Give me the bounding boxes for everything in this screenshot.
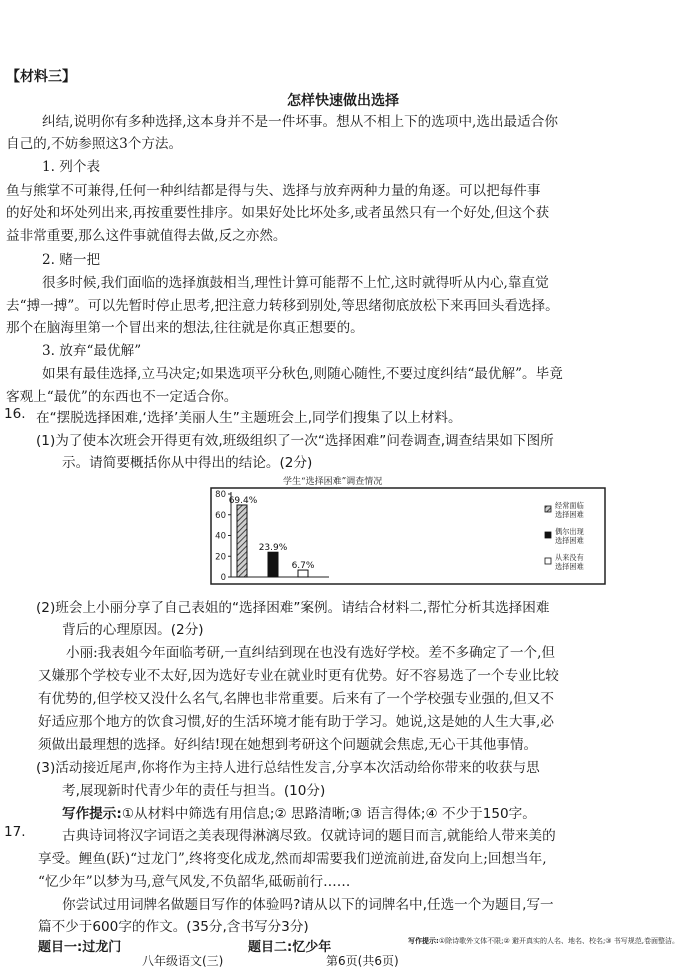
q17-writing-tip-text: ①除诗歌外文体不限;② 避开真实的人名、地名、校名;③ 书写规范,卷面整洁。: [438, 937, 680, 945]
legend-swatch: [545, 532, 551, 538]
method-line: 鱼与熊掌不可兼得,任何一种纠结都是得与失、选择与放弃两种力量的角逐。可以把每件事: [6, 183, 541, 199]
q17-intro-line: 享受。鲤鱼(跃)“过龙门”,终将变化成龙,然而却需要我们逆流前进,奋发向上;回想当年,: [38, 851, 547, 867]
footer-subject: 八年级语文(三): [142, 954, 224, 968]
method-heading: 1. 列个表: [42, 159, 101, 175]
method-line: 很多时候,我们面临的选择旗鼓相当,理性计算可能帮不上忙,这时就得听从内心,靠直觉: [42, 275, 549, 291]
subquestion-2-line: (2)班会上小丽分享了自己表姐的“选择困难”案例。请结合材料二,帮忙分析其选择困难: [36, 600, 550, 616]
case-line: 有优势的,但学校又没什么名气,名牌也非常重要。后来有了一个学校强专业强的,但又不: [38, 691, 554, 707]
essay-title-two: 题目二:忆少年: [248, 940, 332, 955]
legend-swatch: [545, 558, 551, 564]
subquestion-2-line: 背后的心理原因。(2分): [62, 622, 204, 638]
subquestion-1-line: 示。请简要概括你从中得出的结论。(2分): [62, 455, 313, 471]
chart-title: 学生“选择困难”调查情况: [283, 477, 383, 487]
bar: [268, 552, 278, 577]
case-line: 好适应那个地方的饮食习惯,好的生活环境才能有助于学习。她说,这是她的人生大事,必: [38, 714, 554, 730]
writing-tip: [62, 802, 536, 822]
legend-label: 经常面临: [555, 501, 584, 510]
subquestion-3-line: 考,展现新时代青少年的责任与担当。(10分): [62, 783, 326, 799]
writing-tip-text: ①从材料中筛选有用信息;② 思路清晰;③ 语言得体;④ 不少于150字。: [121, 806, 536, 822]
survey-chart-svg: [205, 474, 611, 586]
legend-label: 选择困难: [555, 536, 584, 545]
q17-task-line: 你尝试过用词牌名做题目写作的体验吗?请从以下的词牌名中,任选一个为题目,写一: [62, 897, 554, 913]
y-tick-label: 0: [220, 573, 226, 583]
method-heading: 3. 放弃“最优解”: [42, 343, 142, 359]
bar-value-label: 6.7%: [291, 561, 315, 572]
method-line: 客观上“最优”的东西也不一定适合你。: [6, 389, 238, 405]
writing-tip-label: 写作提示:: [62, 806, 122, 822]
legend-swatch: [545, 506, 551, 512]
method-line: 如果有最佳选择,立马决定;如果选项平分秋色,则随心随性,不要过度纠结“最优解”。毕竟: [42, 366, 563, 382]
q17-task-line: 篇不少于600字的作文。(35分,含书写分3分): [38, 919, 309, 935]
bar-value-label: 23.9%: [258, 543, 288, 554]
y-tick-label: 20: [215, 552, 226, 563]
bar: [298, 570, 308, 577]
article-intro-line: 自己的,不妨参照这3个方法。: [6, 136, 183, 152]
bar: [237, 505, 247, 577]
case-line: 须做出最理想的选择。好纠结!现在她想到考研这个问题就会焦虑,无心干其他事情。: [38, 737, 538, 753]
y-tick-label: 40: [215, 531, 226, 542]
question-number: 17.: [4, 824, 26, 840]
method-line: 的好处和坏处列出来,再按重要性排序。如果好处比坏处多,或者虽然只有一个好处,但这个获: [6, 205, 550, 221]
legend-label: 从来没有: [555, 553, 584, 562]
q17-intro-line: 古典诗词将汉字词语之美表现得淋漓尽致。仅就诗词的题目而言,就能给人带来美的: [62, 828, 556, 844]
material-tag: 【材料三】: [6, 69, 76, 85]
legend-label: 选择困难: [555, 510, 584, 519]
essay-title-one: 题目一:过龙门: [38, 940, 122, 955]
question-stem: 在“摆脱选择困难,‘选择’美丽人生”主题班会上,同学们搜集了以上材料。: [36, 410, 462, 426]
article-intro-line: 纠结,说明你有多种选择,这本身并不是一件坏事。想从不相上下的选项中,选出最适合你: [42, 114, 558, 130]
subquestion-1-line: (1)为了使本次班会开得更有效,班级组织了一次“选择困难”问卷调查,调查结果如下图所: [36, 433, 554, 449]
legend-label: 选择困难: [555, 562, 584, 571]
q17-writing-tip: [408, 936, 679, 946]
footer-page: 第6页(共6页): [326, 954, 399, 968]
case-line: 又嫌那个学校专业不太好,因为选好专业在就业时更有优势。好不容易选了一个专业比较: [38, 668, 559, 684]
bar-value-label: 69.4%: [228, 495, 258, 506]
y-tick-label: 60: [215, 510, 226, 521]
survey-chart: [205, 474, 611, 586]
method-line: 去“搏一搏”。可以先暂时停止思考,把注意力转移到别处,等思绪彻底放松下来再回头看选择。: [6, 298, 559, 314]
method-line: 益非常重要,那么这件事就值得去做,反之亦然。: [6, 228, 287, 244]
q17-writing-tip-label: 写作提示:: [408, 937, 439, 945]
question-number: 16.: [4, 406, 26, 422]
subquestion-3-line: (3)活动接近尾声,你将作为主持人进行总结性发言,分享本次活动给你带来的收获与思: [36, 760, 540, 776]
case-line: 小丽:我表姐今年面临考研,一直纠结到现在也没有选好学校。差不多确定了一个,但: [66, 645, 556, 661]
q17-intro-line: “忆少年”以梦为马,意气风发,不负韶华,砥砺前行……: [38, 874, 351, 890]
legend-label: 偶尔出现: [555, 527, 584, 536]
article-title: 怎样快速做出选择: [287, 93, 399, 109]
method-heading: 2. 赌一把: [42, 252, 101, 268]
method-line: 那个在脑海里第一个冒出来的想法,往往就是你真正想要的。: [6, 320, 364, 336]
y-tick-label: 80: [215, 490, 226, 500]
